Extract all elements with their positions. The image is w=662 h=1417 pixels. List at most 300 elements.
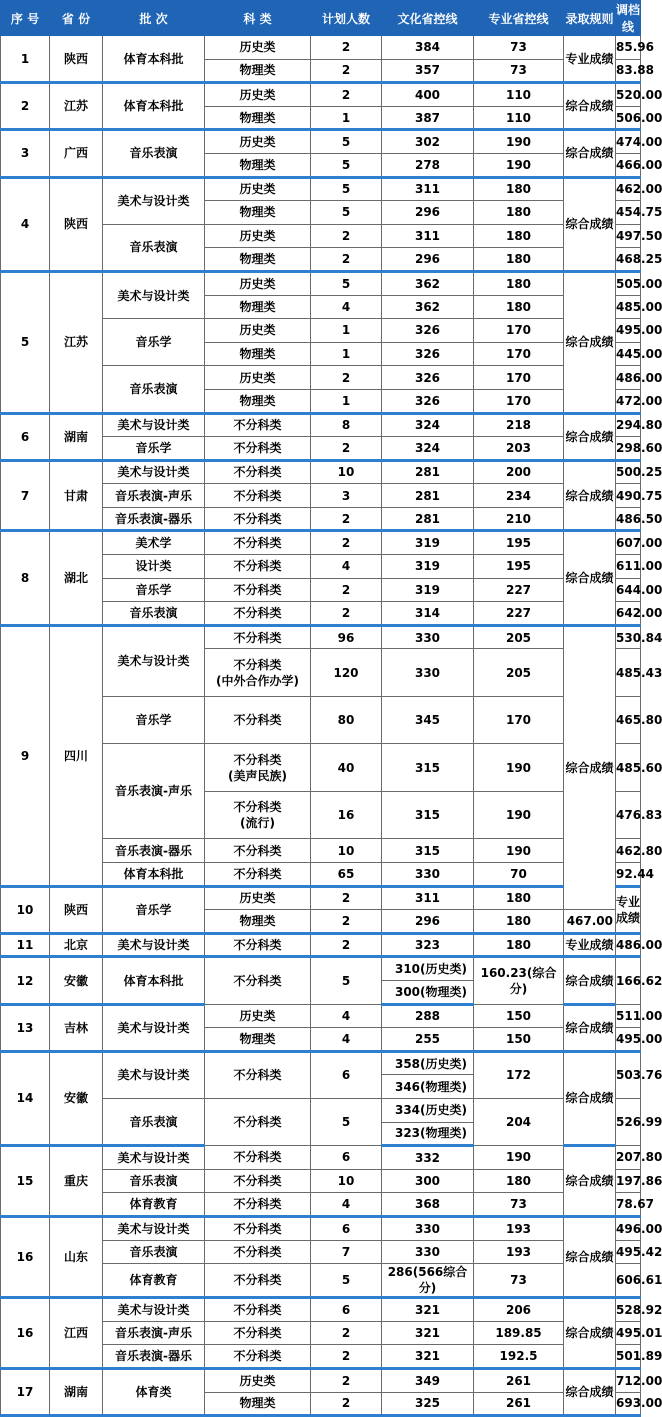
batch-cell: 音乐表演 [103,224,205,271]
subject-cell [205,248,311,272]
subject-cell [205,1098,311,1145]
rule-cell: 专业成绩 [564,933,616,957]
score-line: 78.67 [616,1193,641,1217]
score-line: 298.60 [616,437,641,461]
batch-cell: 体育本科批 [103,83,205,130]
header-province: 省 份 [50,1,103,36]
batch-cell: 音乐表演-器乐 [103,839,205,863]
batch-cell: 美术与设计类 [103,1146,205,1170]
culture-line: 324 [382,437,474,461]
score-line: 462.80 [616,839,641,863]
batch-cell: 美术与设计类 [103,1216,205,1240]
plan-count: 2 [311,602,382,626]
plan-count: 10 [311,1169,382,1193]
culture-line: 346(物理类) [382,1075,474,1099]
subject-cell [205,839,311,863]
subject-cell [205,1240,311,1264]
score-line: 506.00 [616,106,641,130]
table-row [1,625,641,649]
plan-count: 5 [311,1264,382,1298]
pro-line: 170 [474,696,564,744]
subject-cell [205,1321,311,1345]
culture-line: 330 [382,649,474,697]
culture-line: 315 [382,791,474,839]
pro-line: 193 [474,1240,564,1264]
plan-count: 4 [311,555,382,579]
culture-line: 315 [382,839,474,863]
subject-label: 物理类 [239,914,276,929]
batch-cell: 音乐学 [103,319,205,366]
plan-count: 5 [311,271,382,295]
header-pro-line: 专业省控线 [474,1,564,36]
row-number: 14 [1,1051,50,1145]
pro-line: 234 [474,484,564,508]
pro-line: 150 [474,1004,564,1028]
plan-count: 5 [311,177,382,201]
row-number: 17 [1,1368,50,1415]
culture-line: 281 [382,460,474,484]
row-number: 3 [1,130,50,177]
plan-count: 6 [311,1216,382,1240]
batch-cell: 音乐表演 [103,130,205,177]
plan-count: 7 [311,1240,382,1264]
subject-cell [205,791,311,839]
pro-line: 73 [474,1193,564,1217]
subject-cell [205,555,311,579]
plan-count: 40 [311,744,382,792]
batch-cell: 美术与设计类 [103,413,205,437]
score-line: 611.00 [616,555,641,579]
rule-cell: 综合成绩 [564,625,616,909]
subject-label: 不分科类 [233,1302,282,1317]
pro-line: 261 [474,1392,564,1416]
pro-line: 180 [474,177,564,201]
subject-label: 物理类 [239,393,276,408]
subject-label: 历史类 [239,370,276,385]
score-line: 520.00 [616,83,641,107]
culture-line: 323 [382,933,474,957]
pro-line: 172 [474,1051,564,1098]
pro-line: 200 [474,460,564,484]
culture-line: 330 [382,1240,474,1264]
batch-cell: 音乐表演-声乐 [103,1321,205,1345]
batch-cell: 体育教育 [103,1264,205,1298]
subject-label: 物理类 [239,1031,276,1046]
subject-label: 物理类 [239,1396,276,1411]
culture-line: 387 [382,106,474,130]
pro-line: 190 [474,744,564,792]
plan-count: 8 [311,413,382,437]
rule-cell: 专业成绩 [616,886,641,933]
rule-cell: 综合成绩 [564,1216,616,1297]
score-line: 486.00 [616,366,641,390]
plan-count: 2 [311,224,382,248]
pro-line: 170 [474,319,564,343]
subject-cell [205,59,311,83]
rule-cell: 综合成绩 [564,1004,616,1051]
province-cell: 江西 [50,1298,103,1369]
subject-cell [205,437,311,461]
score-line: 85.96 [616,36,641,60]
batch-cell: 音乐表演 [103,602,205,626]
culture-line: 326 [382,319,474,343]
header-plan: 计划人数 [311,1,382,36]
subject-label: 不分科类 [233,630,282,645]
plan-count: 2 [311,437,382,461]
subject-label: 历史类 [239,276,276,291]
pro-line: 190 [474,839,564,863]
plan-count: 3 [311,484,382,508]
subject-label: 不分科类 [233,938,282,953]
score-line: 474.00 [616,130,641,154]
culture-line: 330 [382,863,474,887]
plan-count: 5 [311,130,382,154]
subject-cell [205,36,311,60]
subject-cell [205,1193,311,1217]
province-cell: 陕西 [50,177,103,271]
table-row [1,957,641,981]
plan-count: 10 [311,839,382,863]
plan-count: 2 [311,36,382,60]
province-cell: 陕西 [50,36,103,83]
pro-line: 205 [474,649,564,697]
batch-cell: 体育类 [103,1368,205,1415]
culture-line: 300(物理类) [382,981,474,1005]
table-row [1,130,641,154]
row-number: 13 [1,1004,50,1051]
subject-label: 不分科类 [233,800,282,815]
culture-line: 286(566综合分) [382,1264,474,1298]
subject-cell [205,366,311,390]
subject-label: 不分科类 [233,606,282,621]
table-row [1,1004,641,1028]
plan-count: 4 [311,1004,382,1028]
subject-cell [205,863,311,887]
province-cell: 安徽 [50,1051,103,1145]
subject-label: 不分科类 [233,713,282,728]
row-number: 15 [1,1146,50,1217]
subject-label: 不分科类 [233,1150,282,1165]
plan-count: 2 [311,1345,382,1369]
table-row [1,531,641,555]
pro-line: 180 [474,201,564,225]
subject-label: 历史类 [239,891,276,906]
culture-line: 296 [382,910,474,934]
plan-count: 16 [311,791,382,839]
rule-cell: 综合成绩 [564,1051,616,1145]
score-line: 607.00 [616,531,641,555]
pro-line: 180 [474,271,564,295]
batch-cell: 音乐表演 [103,366,205,413]
pro-line: 160.23(综合分) [474,957,564,1004]
culture-line: 362 [382,271,474,295]
subject-cell [205,1345,311,1369]
pro-line: 150 [474,1028,564,1052]
row-number: 4 [1,177,50,271]
score-line: 530.84 [616,625,641,649]
pro-line: 180 [474,886,564,910]
subject-cell [205,201,311,225]
table-row [1,1298,641,1322]
subject-label: 不分科类 [233,418,282,433]
rule-cell: 综合成绩 [564,1368,616,1415]
subject-label: 不分科类 [233,440,282,455]
subject-cell [205,460,311,484]
subject-cell [205,957,311,1004]
table-header-row [1,1,641,36]
batch-cell: 美术学 [103,531,205,555]
subject-cell [205,153,311,177]
subject-label: 历史类 [239,87,276,102]
score-line: 642.00 [616,602,641,626]
plan-count: 2 [311,886,382,910]
batch-cell: 体育教育 [103,1193,205,1217]
plan-count: 1 [311,106,382,130]
subject-label: 不分科类 [233,582,282,597]
subject-cell [205,271,311,295]
rule-cell: 综合成绩 [564,271,616,413]
pro-line: 195 [474,531,564,555]
subject-cell [205,886,311,910]
subject-label: 不分科类 [233,1349,282,1364]
subject-label: 物理类 [239,252,276,267]
province-cell: 江苏 [50,271,103,413]
plan-count: 2 [311,366,382,390]
pro-line: 110 [474,83,564,107]
culture-line: 384 [382,36,474,60]
pro-line: 189.85 [474,1321,564,1345]
score-line: 465.80 [616,696,641,744]
province-cell: 重庆 [50,1146,103,1217]
batch-cell: 设计类 [103,555,205,579]
batch-cell: 音乐表演 [103,1240,205,1264]
row-number: 1 [1,36,50,83]
subject-label: 物理类 [239,110,276,125]
province-cell: 安徽 [50,957,103,1004]
score-line: 197.86 [616,1169,641,1193]
pro-line: 170 [474,389,564,413]
score-line: 486.50 [616,507,641,531]
table-row [1,460,641,484]
batch-cell: 音乐表演-声乐 [103,744,205,839]
culture-line: 281 [382,484,474,508]
score-line: 92.44 [616,863,641,887]
score-line: 207.80 [616,1146,641,1170]
plan-count: 1 [311,319,382,343]
culture-line: 311 [382,177,474,201]
batch-cell: 体育本科批 [103,863,205,887]
batch-cell: 体育本科批 [103,36,205,83]
score-line: 462.00 [616,177,641,201]
pro-line: 204 [474,1098,564,1145]
plan-count: 2 [311,933,382,957]
culture-line: 334(历史类) [382,1098,474,1122]
plan-count: 6 [311,1298,382,1322]
row-number: 10 [1,886,50,933]
batch-cell: 音乐学 [103,578,205,602]
subject-cell [205,744,311,792]
subject-cell [205,578,311,602]
subject-label: 历史类 [239,229,276,244]
plan-count: 4 [311,1028,382,1052]
pro-line: 170 [474,342,564,366]
culture-line: 319 [382,578,474,602]
pro-line: 261 [474,1368,564,1392]
plan-count: 2 [311,1392,382,1416]
score-line: 497.50 [616,224,641,248]
culture-line: 315 [382,744,474,792]
table-row [1,413,641,437]
pro-line: 73 [474,36,564,60]
row-number: 12 [1,957,50,1004]
score-line: 505.00 [616,271,641,295]
pro-line: 193 [474,1216,564,1240]
culture-line: 321 [382,1345,474,1369]
culture-line: 278 [382,153,474,177]
batch-cell: 美术与设计类 [103,271,205,318]
plan-count: 2 [311,531,382,555]
table-row [1,36,641,60]
plan-count: 6 [311,1051,382,1098]
score-line: 466.00 [616,153,641,177]
subject-cell [205,1216,311,1240]
rule-cell: 综合成绩 [564,1298,616,1369]
culture-line: 326 [382,389,474,413]
culture-line: 332 [382,1146,474,1170]
score-line: 606.61 [616,1264,641,1298]
province-cell: 吉林 [50,1004,103,1051]
header-culture-line: 文化省控线 [382,1,474,36]
plan-count: 65 [311,863,382,887]
score-line: 496.00 [616,1216,641,1240]
batch-cell: 音乐表演 [103,1169,205,1193]
subject-cell [205,342,311,366]
score-line: 495.00 [616,319,641,343]
pro-line: 180 [474,295,564,319]
pro-line: 180 [474,1169,564,1193]
table-row [1,933,641,957]
subject-note: (流行) [240,816,275,831]
batch-cell: 美术与设计类 [103,1051,205,1098]
row-number: 16 [1,1298,50,1369]
plan-count: 2 [311,507,382,531]
subject-label: 不分科类 [233,1244,282,1259]
batch-cell: 美术与设计类 [103,625,205,696]
culture-line: 326 [382,342,474,366]
subject-cell [205,602,311,626]
table-row [1,1368,641,1392]
pro-line: 210 [474,507,564,531]
subject-label: 不分科类 [233,866,282,881]
province-cell: 江苏 [50,83,103,130]
header-score-line: 调档线 [616,1,641,36]
plan-count: 4 [311,295,382,319]
score-line: 495.01 [616,1321,641,1345]
table-row [1,1051,641,1075]
culture-line: 326 [382,366,474,390]
subject-label: 不分科类 [233,1197,282,1212]
subject-label: 不分科类 [233,843,282,858]
pro-line: 180 [474,910,564,934]
plan-count: 5 [311,153,382,177]
rule-cell: 综合成绩 [564,130,616,177]
rule-cell: 综合成绩 [564,413,616,460]
subject-label: 不分科类 [233,1273,282,1288]
table-row [1,177,641,201]
subject-cell [205,1028,311,1052]
batch-cell: 音乐学 [103,886,205,933]
culture-line: 310(历史类) [382,957,474,981]
score-line: 467.00 [564,910,616,934]
subject-cell [205,484,311,508]
plan-count: 120 [311,649,382,697]
pro-line: 192.5 [474,1345,564,1369]
plan-count: 5 [311,957,382,1004]
subject-label: 物理类 [239,205,276,220]
pro-line: 180 [474,933,564,957]
subject-cell [205,531,311,555]
pro-line: 110 [474,106,564,130]
score-line: 490.75 [616,484,641,508]
pro-line: 180 [474,248,564,272]
table-row [1,1146,641,1170]
subject-cell [205,177,311,201]
culture-line: 357 [382,59,474,83]
row-number: 6 [1,413,50,460]
pro-line: 190 [474,1146,564,1170]
pro-line: 190 [474,130,564,154]
plan-count: 4 [311,1193,382,1217]
culture-line: 314 [382,602,474,626]
subject-label: 物理类 [239,347,276,362]
plan-count: 2 [311,910,382,934]
table-body [1,36,662,1416]
table-row [1,886,641,910]
subject-label: 不分科类 [233,536,282,551]
plan-count: 2 [311,1321,382,1345]
subject-cell [205,295,311,319]
plan-count: 2 [311,248,382,272]
culture-line: 321 [382,1298,474,1322]
pro-line: 205 [474,625,564,649]
batch-cell: 音乐表演-器乐 [103,1345,205,1369]
subject-cell [205,106,311,130]
plan-count: 2 [311,83,382,107]
subject-label: 不分科类 [233,752,282,767]
rule-cell: 综合成绩 [564,957,616,1004]
pro-line: 203 [474,437,564,461]
province-cell: 湖南 [50,1368,103,1415]
batch-cell: 美术与设计类 [103,1298,205,1322]
score-line: 83.88 [616,59,641,83]
culture-line: 311 [382,886,474,910]
score-line: 166.62 [616,957,641,1004]
pro-line: 170 [474,366,564,390]
score-line: 495.00 [616,1028,641,1052]
culture-line: 368 [382,1193,474,1217]
pro-line: 227 [474,602,564,626]
province-cell: 湖北 [50,531,103,625]
culture-line: 296 [382,248,474,272]
table-row [1,83,641,107]
batch-cell: 体育本科批 [103,957,205,1004]
subject-cell [205,413,311,437]
subject-label: 不分科类 [233,974,282,988]
score-line: 445.00 [616,342,641,366]
batch-cell: 音乐表演 [103,1098,205,1145]
culture-line: 319 [382,555,474,579]
province-cell: 湖南 [50,413,103,460]
